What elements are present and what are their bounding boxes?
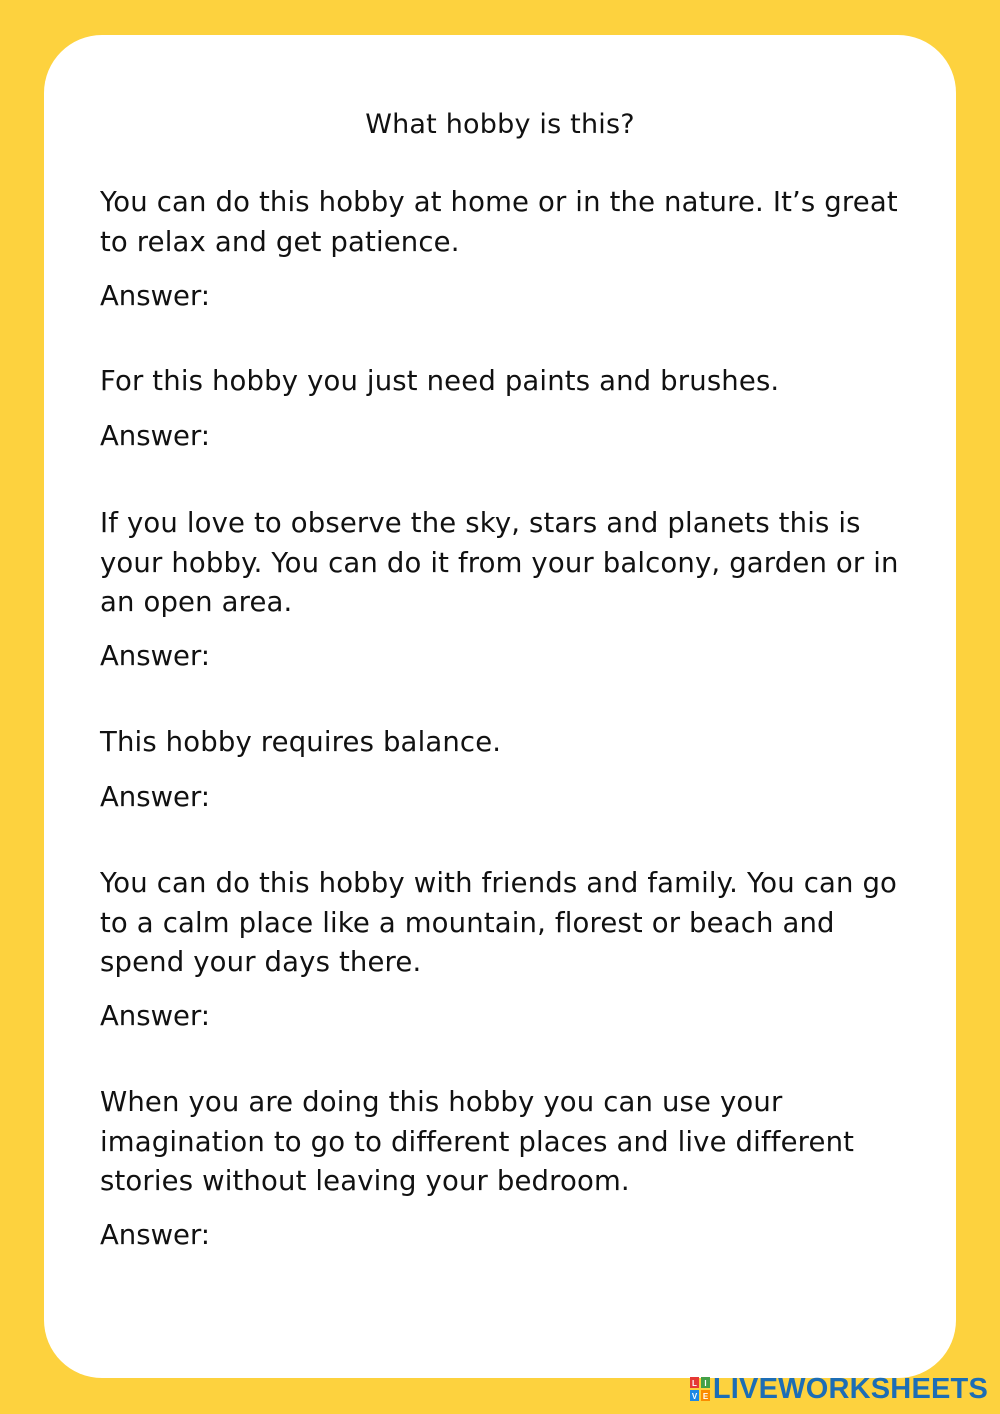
question-3-answer-label: Answer: (100, 640, 211, 672)
question-4 (100, 723, 920, 763)
liveworksheets-logo[interactable] (690, 1371, 988, 1407)
logo-mark-letter-e: E (702, 1391, 709, 1401)
logo-mark-letter-l: L (691, 1378, 697, 1388)
question-3 (100, 504, 920, 623)
question-4-answer-label: Answer: (100, 781, 211, 813)
question-2 (100, 362, 920, 402)
question-2-clue: For this hobby you just need paints and brushes. (100, 365, 780, 397)
question-5-clue: You can do this hobby with friends and family. You can go to a calm place like a mountain, florest or beach and spend your days there. (100, 867, 898, 978)
worksheet-title: What hobby is this? (365, 109, 635, 140)
question-3-clue: If you love to observe the sky, stars and planets this is your hobby. You can do it from your balcony, garden or in an open area. (100, 507, 899, 618)
question-1-answer-label: Answer: (100, 280, 211, 312)
question-5-answer-label: Answer: (100, 1000, 211, 1032)
question-6 (100, 1083, 920, 1202)
question-6-clue: When you are doing this hobby you can use your imagination to go to different places and live different stories without leaving your bedroom. (100, 1086, 855, 1197)
question-5 (100, 864, 920, 983)
question-2-answer-label: Answer: (100, 420, 211, 452)
logo-mark-letter-v: V (691, 1391, 698, 1401)
question-4-clue: This hobby requires balance. (100, 726, 502, 758)
question-1 (100, 183, 920, 262)
liveworksheets-logo-text: LIVEWORKSHEETS (712, 1373, 988, 1405)
question-1-clue: You can do this hobby at home or in the nature. It’s great to relax and get patience. (100, 186, 898, 258)
logo-mark-letter-i: I (704, 1378, 707, 1388)
question-6-answer-label: Answer: (100, 1219, 211, 1251)
liveworksheets-mark-icon (690, 1377, 710, 1401)
